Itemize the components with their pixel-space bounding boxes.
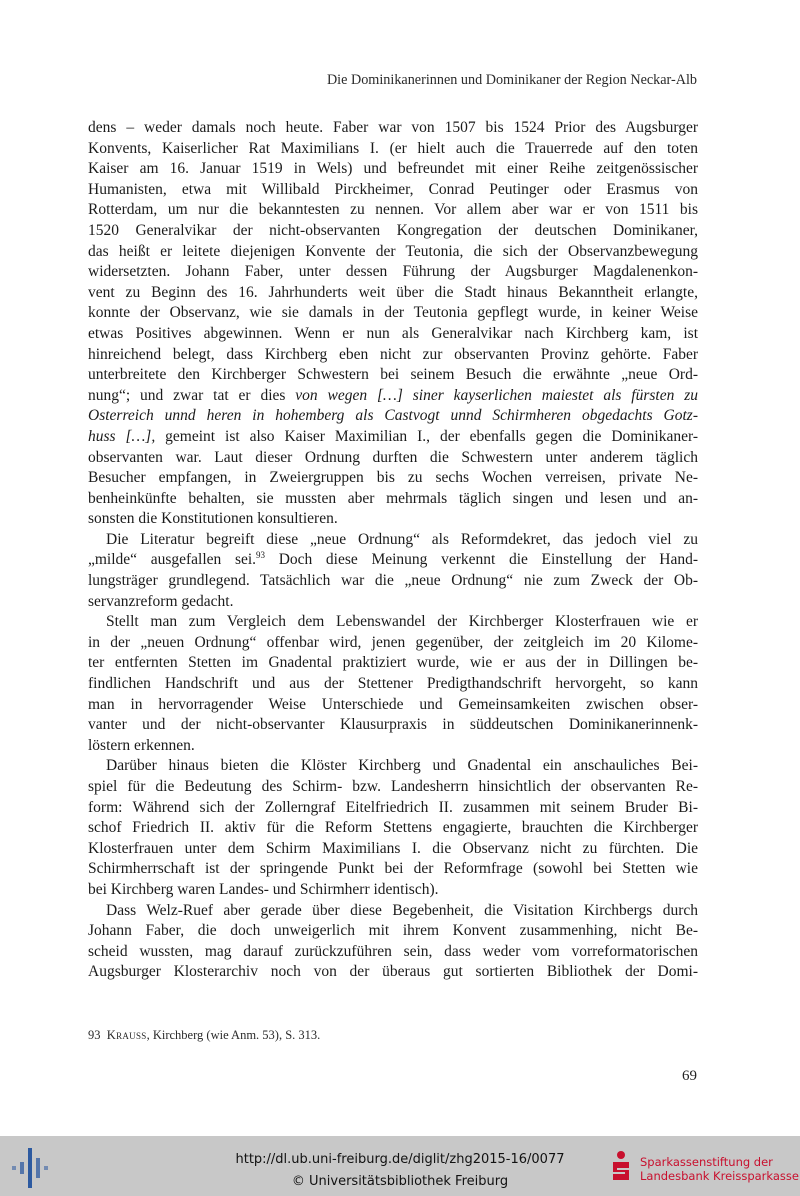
text-line: Konvents, Kaiserlicher Rat Maximilians I. (er hielt auch die Trauerrede auf den toten xyxy=(88,139,698,157)
sparkasse-s-icon xyxy=(610,1150,632,1182)
quotation-italic: von wegen […] siner kayserlichen maiestet als fürsten zu xyxy=(295,386,698,404)
text-line xyxy=(88,550,698,571)
footnote-number: 93 xyxy=(88,1028,101,1042)
text-line xyxy=(88,386,698,407)
sponsor-line: Sparkassenstiftung der xyxy=(640,1155,773,1169)
quotation-italic: Osterreich unnd heren in hohemberg als Castvogt unnd Schirmheren obgedachts Gotz- xyxy=(88,407,698,425)
text-line: Rotterdam, um nur die bekanntesten zu nennen. Vor allem aber war er von 1511 bis xyxy=(88,201,698,219)
text-line: das heißt er leitete diejenigen Konvente der Teutonia, die sich der Observanzbewegung xyxy=(88,242,698,260)
text-line: Augsburger Klosterarchiv noch von der überaus gut sortierten Bibliothek der Domi- xyxy=(88,963,698,981)
text-line: observanten war. Laut dieser Ordnung durften die Schwestern unter anderem täglich xyxy=(88,448,698,466)
footnote-reference[interactable]: 93 xyxy=(256,550,266,561)
text-line xyxy=(88,427,698,448)
text-line: Humanisten, etwa mit Willibald Pirckheimer, Conrad Peutinger oder Erasmus von xyxy=(88,180,698,198)
sparkasse-sponsor-logo[interactable] xyxy=(610,1150,800,1186)
text-line: benheinkünfte behalten, sie mussten aber mehrmals täglich singen und lesen und an- xyxy=(88,489,698,507)
text-line: hinreichend belegt, dass Kirchberg eben nicht zur observanten Provinz gehörte. Faber xyxy=(88,345,698,363)
text-line: vent zu Beginn des 16. Jahrhunderts weit über die Stadt hinaus Bekanntheit erlangte, xyxy=(88,283,698,301)
text-line: spiel für die Bedeutung des Schirm- bzw. Landesherrn hinsichtlich der observanten Re- xyxy=(88,778,698,795)
copyright-notice: © Universitätsbibliothek Freiburg xyxy=(291,1174,509,1189)
text-line: form: Während sich der Zollerngraf Eitelfriedrich II. zusammen mit seinem Bruder Bi- xyxy=(88,798,698,816)
text-line: Besucher empfangen, in Zweiergruppen bis zu sechs Wochen verreisen, private Ne- xyxy=(88,469,698,487)
line-roman-part: nung“; und zwar tat er dies xyxy=(88,386,296,404)
page-number: 69 xyxy=(682,1068,697,1084)
text-line: dens – weder damals noch heute. Faber war von 1507 bis 1524 Prior des Augsburger xyxy=(88,119,698,136)
text-line: Johann Faber, die doch unweigerlich mit ihrem Konvent zusammenhing, nicht Be- xyxy=(88,922,698,940)
text-line: 1520 Generalvikar der nicht-observanten Kongregation der deutschen Dominikaner, xyxy=(88,221,698,239)
text-line: löstern erkennen. xyxy=(88,736,195,754)
text-line: etwas Positives abgewinnen. Wenn er nun als Generalvikar nach Kirchberg kam, ist xyxy=(88,324,698,342)
quotation-italic: huss […], xyxy=(88,427,156,445)
text-line: Stellt man zum Vergleich dem Lebenswandel der Kirchberger Klosterfrauen wie er xyxy=(106,613,698,631)
text-line: Dass Welz-Ruef aber gerade über diese Begebenheit, die Visitation Kirchbergs durch xyxy=(106,901,698,919)
text-line xyxy=(88,406,698,427)
text-line: sonsten die Konstitutionen konsultieren. xyxy=(88,510,338,528)
running-head: Die Dominikanerinnen und Dominikaner der Region Neckar-Alb xyxy=(326,72,697,88)
text-line: Die Literatur begreift diese „neue Ordnung“ als Reformdekret, das jedoch viel zu xyxy=(106,530,698,548)
text-line: widersetzten. Johann Faber, unter dessen Führung der Augsburger Magdalenenkon- xyxy=(88,263,698,281)
text-line: Klosterfrauen unter dem Schirm Maximilians I. die Observanz nicht zu fürchten. Die xyxy=(88,839,698,857)
text-line: Kaiser am 16. Januar 1519 in Wels) und befreundet mit einer Reihe zeitgenössischer xyxy=(88,160,698,178)
text-line: schof Friedrich II. aktiv für die Reform Stettens engagierte, brauchten die Kirchberger xyxy=(88,819,698,837)
text-line: konnte der Observanz, wie sie damals in der Teutonia gepflegt wurde, in keiner Weise xyxy=(88,304,698,322)
line-roman-part: „milde“ ausgefallen sei. xyxy=(88,551,257,569)
text-line: servanzreform gedacht. xyxy=(88,592,234,610)
document-url-link[interactable]: http://dl.ub.uni-freiburg.de/diglit/zhg2015-16/0077 xyxy=(235,1152,565,1167)
text-line: Schirmherrschaft ist der springende Punkt bei der Reformfrage (sowohl bei Stetten wie xyxy=(88,860,698,878)
text-line: lungsträger grundlegend. Tatsächlich war die „neue Ordnung“ nie zum Zweck der Ob- xyxy=(88,572,698,590)
text-line: bei Kirchberg waren Landes- und Schirmherr identisch). xyxy=(88,880,439,898)
sponsor-line: Landesbank Kreissparkasse xyxy=(640,1169,799,1183)
text-line: scheid wussten, mag darauf zurückzuführen sein, dass weder vom vorreformatorischen xyxy=(88,942,698,960)
text-line: unterbreitete den Kirchberger Schwestern bei seinem Besuch die erwähnte „neue Ord- xyxy=(88,366,698,384)
text-line: in der „neuen Ordnung“ offenbar wird, jenen gegenüber, der zeitgleich im 20 Kilome- xyxy=(88,633,698,651)
text-line: man in hervorragender Weise Unterschiede und Gemeinsamkeiten zwischen obser- xyxy=(88,695,698,713)
viewer-footer xyxy=(0,1136,800,1196)
footnote-text: , Kirchberg (wie Anm. 53), S. 313. xyxy=(146,1028,321,1042)
line-roman-part: Doch diese Meinung verkennt die Einstellung der Hand- xyxy=(265,551,698,569)
line-roman-part: gemeint ist also Kaiser Maximilian I., der ebenfalls gegen die Dominikaner- xyxy=(155,427,698,445)
sponsor-text xyxy=(640,1155,799,1183)
footnote xyxy=(88,1028,320,1043)
text-line: vanter und der nicht-observanter Klausurpraxis in süddeutschen Dominikanerinnenk- xyxy=(88,716,698,734)
text-line: Darüber hinaus bieten die Klöster Kirchberg und Gnadental ein anschauliches Bei- xyxy=(106,757,698,775)
text-line: ter entfernten Stetten im Gnadental praktiziert wurde, wie er aus der in Dillingen be- xyxy=(88,654,698,672)
footnote-author: Krauss xyxy=(106,1028,147,1042)
body-text xyxy=(88,118,698,983)
text-line: findlichen Handschrift und aus der Stettener Predigthandschrift hervorgeht, so kann xyxy=(88,675,698,693)
